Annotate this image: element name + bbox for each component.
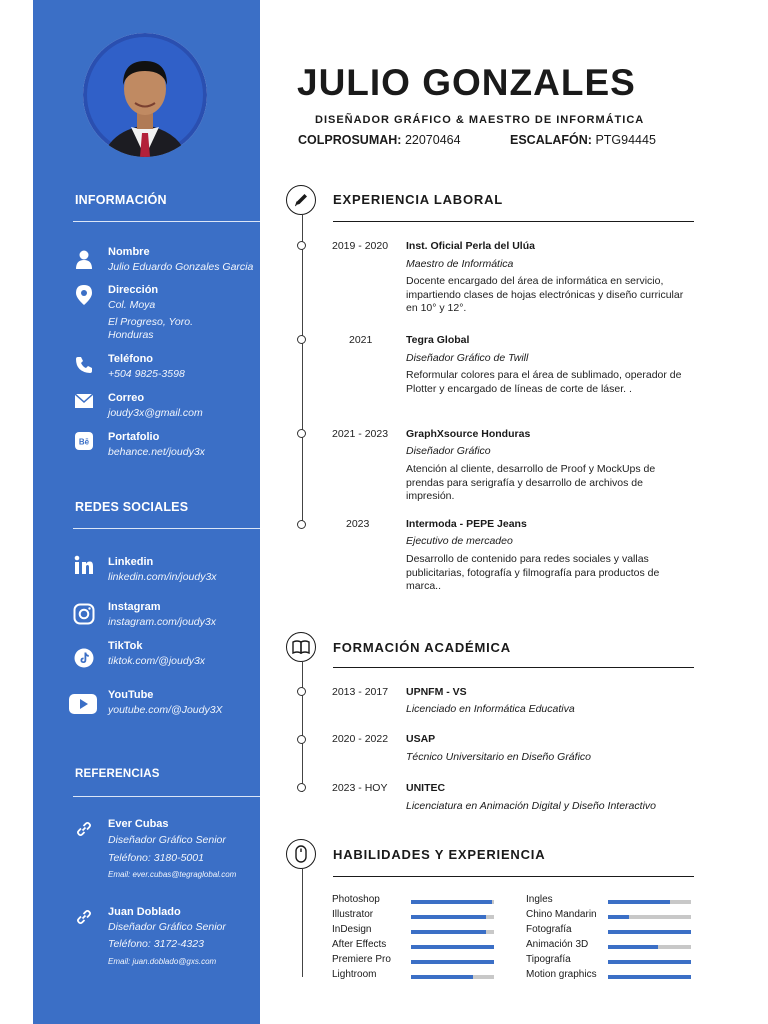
experience-1-role: Maestro de Informática [406, 258, 514, 270]
timeline-dot [297, 520, 306, 529]
info-address-line1: Col. Moya [108, 299, 156, 311]
id-escalafon [510, 133, 656, 147]
skills-timeline [302, 869, 303, 977]
skill-level-fill [411, 915, 486, 919]
education-1-date: 2013 - 2017 [332, 686, 389, 698]
skill-level-fill [608, 960, 691, 964]
experience-4-role: Ejecutivo de mercadeo [406, 535, 513, 547]
timeline-dot [297, 735, 306, 744]
info-email-label: Correo [108, 392, 145, 404]
social-linkedin-label: Linkedin [108, 556, 154, 568]
skill-level-bar [411, 930, 494, 934]
timeline-dot [297, 687, 306, 696]
social-tiktok-label: TikTok [108, 640, 143, 652]
skill-level-bar [608, 900, 691, 904]
skill-level-bar [608, 915, 691, 919]
sidebar [33, 0, 260, 1024]
page-subtitle: DISEÑADOR GRÁFICO & MAESTRO DE INFORMÁTICA [315, 114, 645, 126]
skill-level-fill [411, 900, 492, 904]
experience-title: EXPERIENCIA LABORAL [333, 192, 504, 207]
id-colprosumah-label: COLPROSUMAH: [298, 133, 402, 147]
skill-level-fill [608, 945, 658, 949]
experience-3-org: GraphXsource Honduras [406, 428, 531, 440]
id-escalafon-value: PTG94445 [595, 133, 656, 147]
id-colprosumah-value: 22070464 [404, 133, 461, 147]
reference-2-email: Email: juan.doblado@gxs.com [108, 957, 217, 966]
reference-1-role: Diseñador Gráfico Senior [108, 834, 226, 846]
skill-level-bar [411, 975, 494, 979]
reference-1-name: Ever Cubas [108, 818, 169, 830]
skill-level-bar [411, 960, 494, 964]
social-instagram-value[interactable]: instagram.com/joudy3x [108, 616, 216, 628]
skill-level-fill [608, 915, 629, 919]
link-icon [73, 906, 95, 928]
info-phone-value: +504 9825-3598 [108, 368, 185, 380]
experience-4-org: Intermoda - PEPE Jeans [406, 518, 527, 530]
info-portfolio-value: behance.net/joudy3x [108, 446, 205, 458]
education-3-date: 2023 - HOY [332, 782, 388, 794]
book-icon [286, 632, 316, 662]
behance-icon [73, 430, 95, 452]
skill-name: Motion graphics [526, 969, 597, 980]
skill-level-bar [608, 945, 691, 949]
info-address-label: Dirección [108, 284, 159, 296]
experience-4-desc: Desarrollo de contenido para redes sociales y vallas publicitarias, fotografía y filmografía para productos de marca.. [406, 553, 660, 592]
instagram-icon [73, 603, 95, 625]
reference-2-name: Juan Doblado [108, 906, 181, 918]
info-email-value: joudy3x@gmail.com [108, 407, 203, 419]
education-title: FORMACIÓN ACADÉMICA [333, 640, 511, 655]
timeline-dot [297, 783, 306, 792]
reference-1-phone: Teléfono: 3180-5001 [108, 852, 204, 864]
skill-level-bar [411, 915, 494, 919]
skill-name: Lightroom [332, 969, 377, 980]
education-1-role: Licenciado en Informática Educativa [406, 703, 575, 715]
skills-title: HABILIDADES Y EXPERIENCIA [333, 847, 546, 862]
social-youtube-label: YouTube [108, 689, 154, 701]
skill-level-bar [411, 945, 494, 949]
experience-1-org: Inst. Oficial Perla del Ulúa [406, 240, 535, 252]
social-tiktok-value[interactable]: tiktok.com/@joudy3x [108, 655, 206, 667]
references-section-title: REFERENCIAS [75, 768, 160, 780]
svg-text:Bē: Bē [78, 437, 90, 447]
experience-3-role: Diseñador Gráfico [406, 445, 491, 457]
education-2-role: Técnico Universitario en Diseño Gráfico [406, 751, 591, 763]
info-address-line3: Honduras [108, 329, 154, 341]
reference-1-email: Email: ever.cubas@tegraglobal.com [108, 870, 237, 879]
linkedin-icon [73, 554, 95, 576]
mail-icon [73, 390, 95, 412]
skill-level-fill [411, 960, 494, 964]
timeline-dot [297, 429, 306, 438]
skill-name: InDesign [332, 924, 372, 935]
experience-4-date: 2023 [346, 518, 370, 530]
experience-timeline [302, 215, 303, 527]
experience-3-desc: Atención al cliente, desarrollo de Proof y MockUps de prendas para serigrafía y desarrollo de archivos de impresión. [406, 463, 656, 502]
info-section-title: INFORMACIÓN [75, 193, 167, 207]
skill-level-fill [411, 975, 473, 979]
skill-name: Fotografía [526, 924, 572, 935]
page-title: JULIO GONZALES [297, 62, 636, 103]
tiktok-icon [73, 647, 95, 669]
social-instagram-label: Instagram [108, 601, 161, 613]
skill-level-fill [608, 930, 691, 934]
timeline-dot [297, 335, 306, 344]
experience-1-desc: Docente encargado del área de informática en servicio, impartiendo clases de hojas electrónicas y diseño curricular en 10° y 12°. [406, 275, 684, 314]
link-icon [73, 818, 95, 840]
skill-name: Ingles [526, 894, 553, 905]
social-youtube-value[interactable]: youtube.com/@Joudy3X [108, 704, 223, 716]
info-name-value: Julio Eduardo Gonzales Garcia [108, 261, 254, 273]
education-2-org: USAP [406, 733, 436, 745]
skill-name: Tipografía [526, 954, 571, 965]
education-3-org: UNITEC [406, 782, 446, 794]
skill-name: Animación 3D [526, 939, 589, 950]
social-section-rule [73, 528, 260, 529]
mouse-icon [286, 839, 316, 869]
skill-level-bar [608, 960, 691, 964]
skill-level-bar [411, 900, 494, 904]
experience-2-role: Diseñador Gráfico de Twill [406, 352, 529, 364]
experience-2-org: Tegra Global [406, 334, 470, 346]
info-address-line2: El Progreso, Yoro. [108, 316, 194, 328]
experience-rule [333, 221, 694, 222]
education-rule [333, 667, 694, 668]
education-timeline [302, 662, 303, 792]
education-2-date: 2020 - 2022 [332, 733, 389, 745]
pencil-icon [286, 185, 316, 215]
experience-2-desc: Reformular colores para el área de sublimado, operador de Plotter y encargado de líneas de corte de láser. . [406, 369, 682, 395]
experience-2-date: 2021 [349, 334, 373, 346]
skill-name: Premiere Pro [332, 954, 391, 965]
phone-icon [73, 354, 95, 376]
education-3-role: Licenciatura en Animación Digital y Diseño Interactivo [406, 800, 656, 812]
skill-level-fill [411, 930, 486, 934]
skill-level-fill [608, 975, 691, 979]
skill-level-fill [608, 900, 670, 904]
info-portfolio-label: Portafolio [108, 431, 160, 443]
experience-1-date: 2019 - 2020 [332, 240, 389, 252]
references-section-rule [73, 796, 260, 797]
reference-2-role: Diseñador Gráfico Senior [108, 921, 226, 933]
user-icon [73, 248, 95, 270]
profile-photo [83, 33, 207, 157]
timeline-dot [297, 241, 306, 250]
skill-level-fill [411, 945, 494, 949]
info-section-rule [73, 221, 260, 222]
reference-2-phone: Teléfono: 3172-4323 [108, 938, 204, 950]
skill-level-bar [608, 930, 691, 934]
skills-rule [333, 876, 694, 877]
id-escalafon-label: ESCALAFÓN: [510, 133, 592, 147]
location-pin-icon [73, 284, 95, 306]
social-section-title: REDES SOCIALES [75, 500, 189, 514]
info-name-label: Nombre [108, 246, 150, 258]
skill-name: Chino Mandarin [526, 909, 597, 920]
experience-3-date: 2021 - 2023 [332, 428, 389, 440]
skill-name: Photoshop [332, 894, 380, 905]
id-colprosumah [298, 133, 461, 147]
youtube-icon [69, 693, 97, 715]
info-phone-label: Teléfono [108, 353, 154, 365]
skill-level-bar [608, 975, 691, 979]
social-linkedin-value[interactable]: linkedin.com/in/joudy3x [108, 571, 217, 583]
education-1-org: UPNFM - VS [406, 686, 467, 698]
skill-name: Illustrator [332, 909, 374, 920]
skill-name: After Effects [332, 939, 387, 950]
